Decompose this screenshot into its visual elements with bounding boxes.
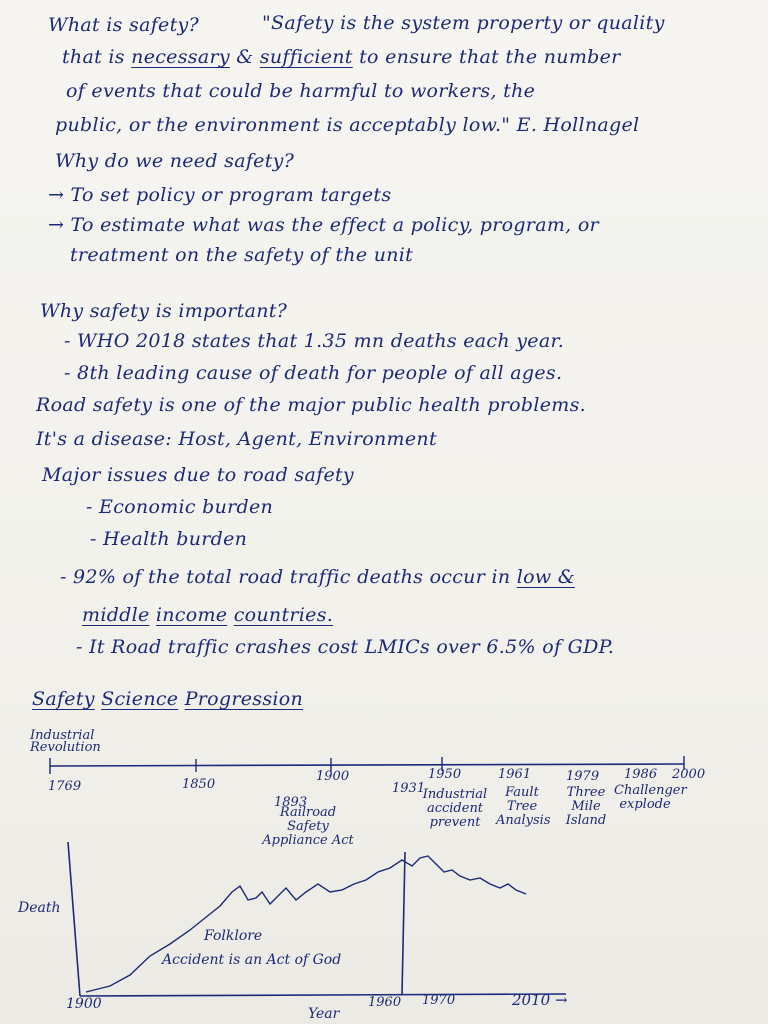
graph-x-axis (80, 994, 566, 996)
three-mile-island: Three Mile Island (565, 785, 607, 828)
disease-line: It's a disease: Host, Agent, Environment (36, 428, 437, 450)
year-1931: 1931 (392, 781, 426, 796)
folklore-label: Folklore (204, 928, 263, 944)
industrial-revolution-label: Industrial Revolution (30, 728, 101, 755)
timeline-title: Safety Science Progression (32, 688, 304, 710)
graph-y-label: Death (18, 900, 61, 916)
graph-x-1970: 1970 (422, 993, 456, 1008)
major-issues-heading: Major issues due to road safety (42, 464, 354, 486)
death-curve (86, 856, 526, 992)
year-1900: 1900 (316, 769, 350, 784)
year-2000: 2000 (672, 767, 706, 782)
why-important-heading: Why safety is important? (40, 300, 288, 322)
industrial-accident-prevention: Industrial accident prevent (422, 787, 488, 830)
necessary-underlined: necessary (131, 46, 230, 68)
year-1979: 1979 (566, 769, 600, 784)
graph-y-axis (68, 842, 80, 996)
year-1986: 1986 (624, 767, 658, 782)
low-underlined: low & (516, 566, 575, 588)
graph-divider-1960 (402, 852, 405, 994)
stat-line-1: - 92% of the total road traffic deaths occur in low & (60, 566, 575, 588)
year-1769: 1769 (48, 779, 82, 794)
definition-line-2: that is necessary & sufficient to ensure that the number (62, 46, 621, 68)
stat-line-3: - It Road traffic crashes cost LMICs over 6.5% of GDP. (76, 636, 615, 658)
graph-x-label: Year (308, 1006, 340, 1022)
graph-x-end: 2010 → (512, 991, 568, 1009)
railroad-safety-act: Railroad Safety Appliance Act (262, 805, 354, 848)
challenger-explosion: Challenger explode (614, 783, 687, 812)
why-need-heading: Why do we need safety? (55, 150, 295, 172)
definition-line-4: public, or the environment is acceptably low." E. Hollnagel (55, 114, 640, 136)
definition-question: What is safety? (48, 14, 200, 36)
act-of-god-label: Accident is an Act of God (162, 952, 342, 968)
definition-line-1: "Safety is the system property or quality (262, 12, 665, 34)
timeline-axis (50, 764, 684, 766)
graph-x-start: 1900 (66, 996, 102, 1012)
need-item-2-cont: treatment on the safety of the unit (70, 244, 414, 266)
year-1893: 1893 (274, 795, 308, 810)
road-safety-line: Road safety is one of the major public health problems. (36, 394, 586, 416)
year-1850: 1850 (182, 777, 216, 792)
year-1950: 1950 (428, 767, 462, 782)
sufficient-underlined: sufficient (259, 46, 353, 68)
graph-x-1960: 1960 (368, 995, 402, 1010)
definition-line-3: of events that could be harmful to workers, the (66, 80, 536, 102)
need-item-2: → To estimate what was the effect a policy, program, or (48, 214, 599, 236)
important-item-1: - WHO 2018 states that 1.35 mn deaths each year. (64, 330, 565, 352)
year-1961: 1961 (498, 767, 532, 782)
stat-line-2: middle income countries. (82, 604, 334, 626)
issue-economic: - Economic burden (86, 496, 274, 518)
need-item-1: → To set policy or program targets (48, 184, 392, 206)
fault-tree-analysis: Fault Tree Analysis (496, 785, 551, 828)
issue-health: - Health burden (90, 528, 248, 550)
important-item-2: - 8th leading cause of death for people of all ages. (64, 362, 563, 384)
